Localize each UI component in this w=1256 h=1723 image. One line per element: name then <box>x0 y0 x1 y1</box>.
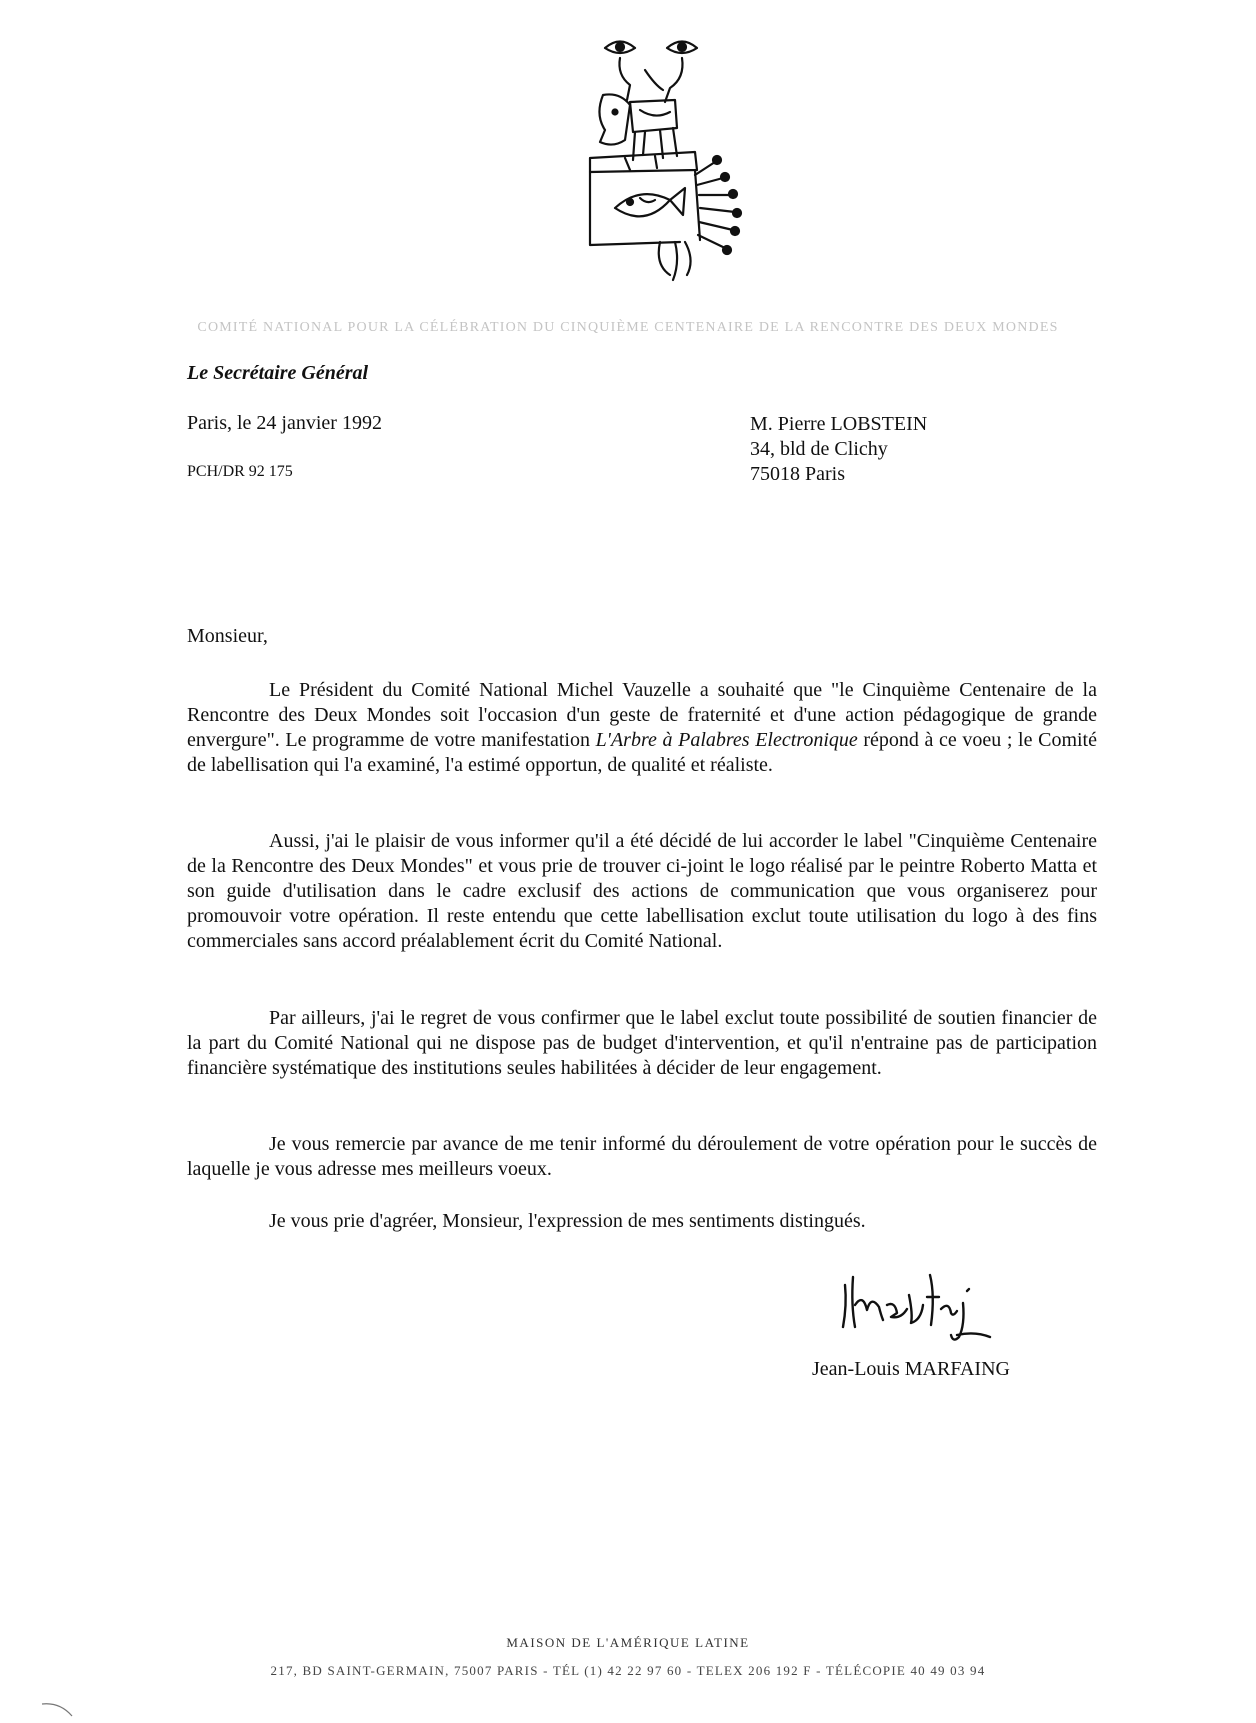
closing-text: Je vous prie d'agréer, Monsieur, l'expression de mes sentiments distingués. <box>269 1210 866 1232</box>
paragraph-1-intro: Le Président du Comité National Michel Vauzelle a souhaité que "le Cinquième Centenaire de la Rencontre des Deux Mondes soit l'occasion d'un geste de fraternité et d'une action pédagogique de grande envergure". Le programme de votre manifestation <box>187 679 1097 751</box>
footer-organization: MAISON DE L'AMÉRIQUE LATINE <box>506 1635 750 1650</box>
project-title: L'Arbre à Palabres Electronique <box>595 729 858 751</box>
committee-logo-icon <box>585 30 755 315</box>
letter-date: Paris, le 24 janvier 1992 <box>187 412 382 434</box>
salutation: Monsieur, <box>187 625 268 647</box>
sender-title: Le Secrétaire Général <box>187 362 369 384</box>
signer-name: Jean-Louis MARFAING <box>812 1358 1010 1380</box>
scan-edge-mark <box>40 1700 80 1720</box>
committee-name: COMITÉ NATIONAL POUR LA CÉLÉBRATION DU CINQUIÈME CENTENAIRE DE LA RENCONTRE DES DEUX MONDES <box>197 320 1059 335</box>
paragraph-2 <box>187 829 1097 954</box>
recipient-city: 75018 Paris <box>750 463 845 485</box>
recipient-name: M. Pierre LOBSTEIN <box>750 413 928 435</box>
paragraph-4 <box>187 1132 1097 1182</box>
paragraph-2-text: Aussi, j'ai le plaisir de vous informer qu'il a été décidé de lui accorder le label "Cinquième Centenaire de la Rencontre des Deux Mondes" et vous prie de trouver ci-joint le logo réalisé par le peintre Roberto Matta et son guide d'utilisation dans le cadre exclusif des actions de communication que vous organiserez pour promouvoir votre opération. Il reste entendu que cette labellisation exclut toute utilisation du logo à des fins commerciales sans accord préalablement écrit du Comité National. <box>187 830 1097 952</box>
letter-reference: PCH/DR 92 175 <box>187 463 293 480</box>
handwritten-signature <box>835 1265 1005 1345</box>
paragraph-1 <box>187 678 1097 778</box>
paragraph-1-end: répond à ce voeu ; le Comité de labellisation qui l'a examiné, l'a estimé opportun, de qualité et réaliste. <box>187 729 1097 776</box>
paragraph-4-text: Je vous remercie par avance de me tenir informé du déroulement de votre opération pour le succès de laquelle je vous adresse mes meilleurs voeux. <box>187 1133 1097 1180</box>
paragraph-3 <box>187 1006 1097 1081</box>
recipient-address <box>750 412 927 487</box>
footer-address: 217, BD SAINT-GERMAIN, 75007 PARIS - TÉL (1) 42 22 97 60 - TELEX 206 192 F - TÉLÉCOPIE 40 49 03 94 <box>270 1663 986 1678</box>
closing-formula <box>187 1209 1097 1234</box>
recipient-street: 34, bld de Clichy <box>750 438 888 460</box>
paragraph-3-text: Par ailleurs, j'ai le regret de vous confirmer que le label exclut toute possibilité de soutien financier de la part du Comité National qui ne dispose pas de budget d'intervention, et qu'il n'entraine pas de participation financière systématique des institutions seules habilitées à décider de leur engagement. <box>187 1007 1097 1079</box>
